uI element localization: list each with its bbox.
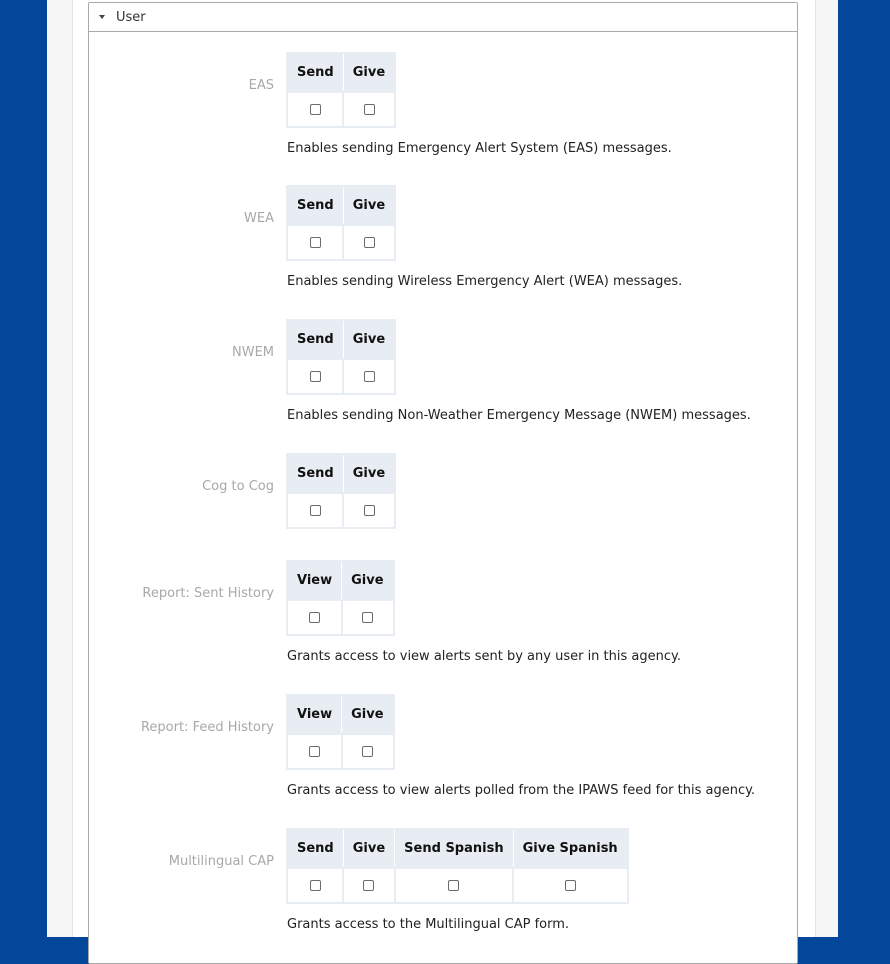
- permission-cell: [513, 868, 628, 903]
- permission-checkbox[interactable]: [310, 505, 321, 516]
- permission-description: Enables sending Non-Weather Emergency Message (NWEM) messages.: [287, 408, 751, 423]
- permission-cell: [342, 600, 394, 635]
- permission-checkbox[interactable]: [310, 237, 321, 248]
- permission-table: [286, 560, 395, 636]
- permission-cell: [287, 734, 342, 769]
- permission-checkbox[interactable]: [448, 880, 459, 891]
- permission-table: [286, 319, 396, 395]
- permission-table: [286, 52, 396, 128]
- permission-table: [286, 694, 395, 770]
- permission-cell: [287, 225, 343, 260]
- permission-column-header: Send Spanish: [395, 829, 513, 868]
- permission-checkbox[interactable]: [309, 612, 320, 623]
- permission-cell: [287, 493, 343, 528]
- permission-table: [286, 828, 629, 904]
- permission-cell: [287, 600, 342, 635]
- content-card: [72, 0, 816, 937]
- permission-column-header: Give: [342, 695, 394, 734]
- permission-checkbox[interactable]: [364, 505, 375, 516]
- permission-checkbox[interactable]: [565, 880, 576, 891]
- permission-cell: [343, 493, 395, 528]
- permission-column-header: Give: [342, 561, 394, 600]
- permission-cell: [343, 359, 395, 394]
- permission-checkbox[interactable]: [310, 880, 321, 891]
- user-permissions-panel: [88, 2, 798, 964]
- permission-checkbox[interactable]: [364, 104, 375, 115]
- permission-checkbox[interactable]: [309, 746, 320, 757]
- panel-title: User: [116, 10, 146, 25]
- permission-checkbox[interactable]: [364, 237, 375, 248]
- permission-checkbox[interactable]: [362, 746, 373, 757]
- permission-label: Report: Sent History: [142, 586, 274, 601]
- permission-description: Grants access to view alerts polled from the IPAWS feed for this agency.: [287, 783, 756, 798]
- permission-label: Report: Feed History: [140, 720, 274, 735]
- permission-description: Grants access to the Multilingual CAP form.: [287, 917, 570, 932]
- page-background: [47, 0, 838, 937]
- permission-cell: [287, 868, 343, 903]
- permission-cell: [287, 359, 343, 394]
- permission-table: [286, 453, 396, 529]
- permission-column-header: Give: [343, 829, 394, 868]
- permission-column-header: View: [287, 561, 342, 600]
- permission-cell: [343, 868, 394, 903]
- permission-checkbox[interactable]: [362, 612, 373, 623]
- permission-checkbox[interactable]: [363, 880, 374, 891]
- caret-down-icon: [99, 15, 105, 19]
- permission-description: Enables sending Emergency Alert System (EAS) messages.: [287, 141, 672, 156]
- permission-checkbox[interactable]: [310, 371, 321, 382]
- permission-column-header: Give: [343, 320, 395, 359]
- permission-column-header: Give: [343, 186, 395, 225]
- permission-column-header: Send: [287, 186, 343, 225]
- permission-label: Multilingual CAP: [168, 854, 274, 869]
- permission-label: Cog to Cog: [202, 479, 274, 494]
- permission-column-header: Give: [343, 53, 395, 92]
- permission-cell: [287, 92, 343, 127]
- permission-column-header: Send: [287, 320, 343, 359]
- permission-cell: [395, 868, 513, 903]
- permission-label: EAS: [248, 78, 274, 93]
- permission-cell: [343, 225, 395, 260]
- permission-description: Grants access to view alerts sent by any user in this agency.: [287, 649, 681, 664]
- permission-column-header: Send: [287, 454, 343, 493]
- permission-description: Enables sending Wireless Emergency Alert (WEA) messages.: [287, 274, 683, 289]
- permission-table: [286, 185, 396, 261]
- permission-cell: [342, 734, 394, 769]
- permission-label: NWEM: [231, 345, 274, 360]
- permission-column-header: View: [287, 695, 342, 734]
- permission-checkbox[interactable]: [364, 371, 375, 382]
- permission-checkbox[interactable]: [310, 104, 321, 115]
- permission-column-header: Send: [287, 829, 343, 868]
- permission-column-header: Give: [343, 454, 395, 493]
- permission-column-header: Send: [287, 53, 343, 92]
- panel-header-toggle[interactable]: [89, 3, 797, 32]
- permission-cell: [343, 92, 395, 127]
- permission-column-header: Give Spanish: [513, 829, 628, 868]
- permission-label: WEA: [244, 211, 274, 226]
